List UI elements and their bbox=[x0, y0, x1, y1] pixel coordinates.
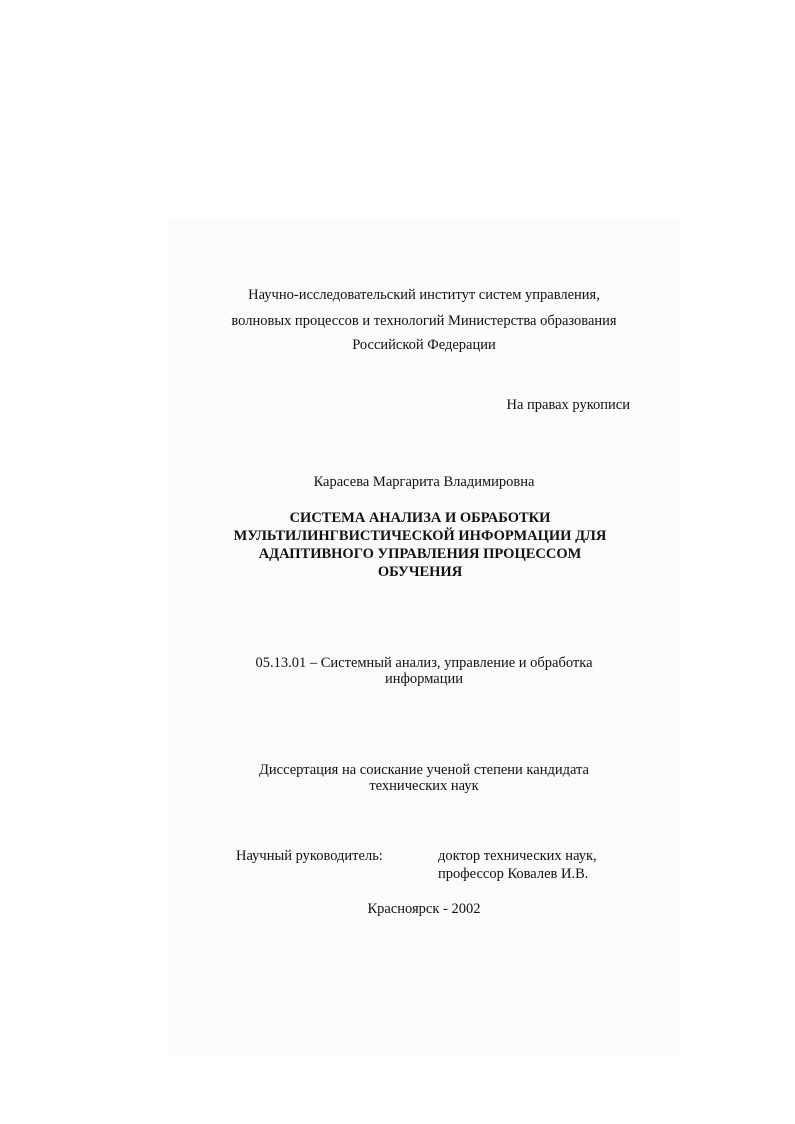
institution-line-3: Российской Федерации bbox=[352, 337, 496, 353]
dissertation-title-line-2: МУЛЬТИЛИНГВИСТИЧЕСКОЙ ИНФОРМАЦИИ ДЛЯ bbox=[233, 528, 607, 544]
degree-line-2: технических наук bbox=[369, 778, 479, 794]
dissertation-title-line-3: АДАПТИВНОГО УПРАВЛЕНИЯ ПРОЦЕССОМ bbox=[258, 546, 582, 562]
author-name: Карасева Маргарита Владимировна bbox=[313, 474, 535, 490]
dissertation-title-line-1: СИСТЕМА АНАЛИЗА И ОБРАБОТКИ bbox=[289, 510, 551, 526]
institution-line-1: Научно-исследовательский институт систем управления, bbox=[248, 287, 600, 303]
supervisor-degree: доктор технических наук, bbox=[438, 848, 597, 864]
place-year: Красноярск - 2002 bbox=[367, 901, 481, 917]
institution-line-2: волновых процессов и технологий Министерства образования bbox=[231, 313, 617, 329]
supervisor-label: Научный руководитель: bbox=[236, 848, 383, 864]
specialty-line-2: информации bbox=[385, 671, 463, 687]
specialty-line-1: 05.13.01 – Системный анализ, управление и обработка bbox=[255, 655, 593, 671]
supervisor-name: профессор Ковалев И.В. bbox=[438, 866, 589, 882]
degree-line-1: Диссертация на соискание ученой степени кандидата bbox=[259, 762, 589, 778]
dissertation-title-line-4: ОБУЧЕНИЯ bbox=[377, 564, 463, 580]
manuscript-note: На правах рукописи bbox=[506, 397, 630, 413]
